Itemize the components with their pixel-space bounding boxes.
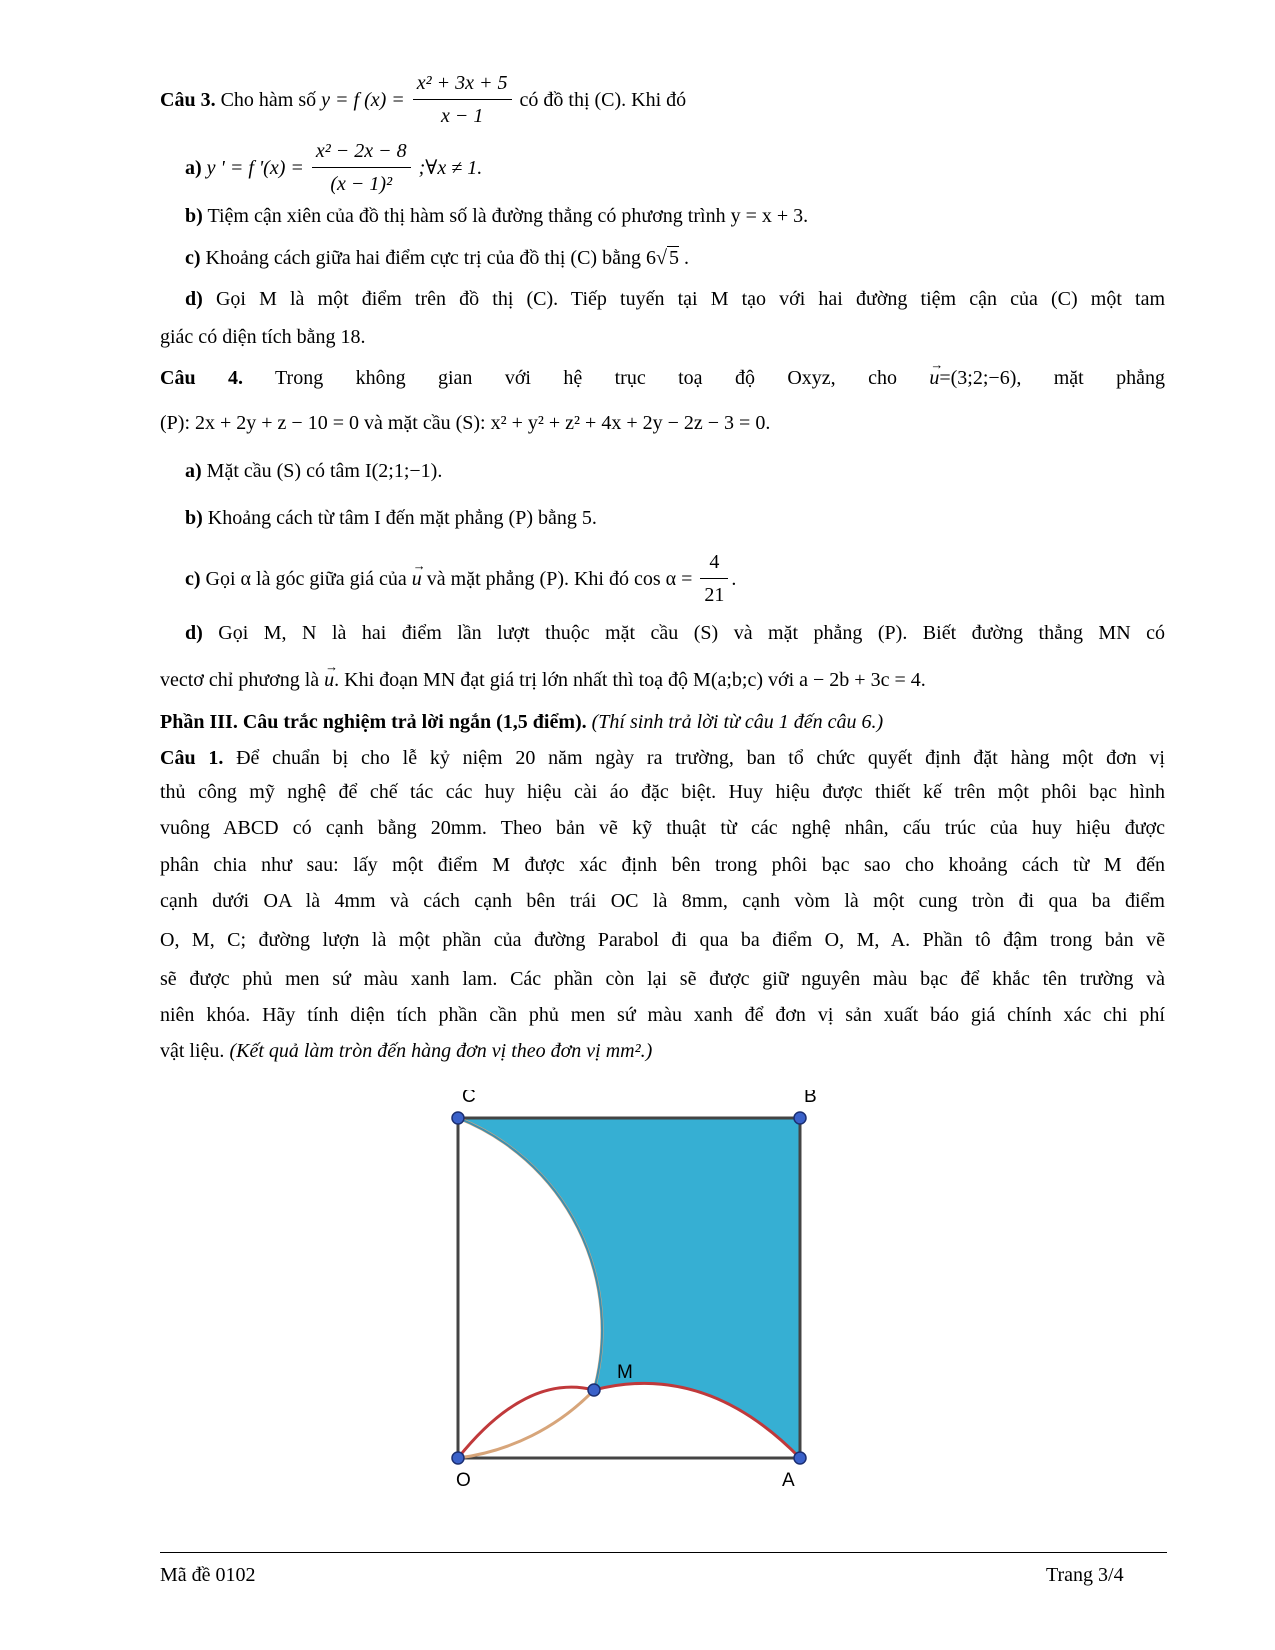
q3-d-line2: giác có diện tích bằng 18. [160, 326, 366, 348]
footer-exam-code: Mã đề 0102 [160, 1564, 256, 1586]
q1-line9: vật liệu. (Kết quả làm tròn đến hàng đơn vị theo đơn vị mm².) [160, 1040, 653, 1062]
footer-divider [160, 1552, 1167, 1553]
q1-line5: cạnh dưới OA là 4mm và cách cạnh bên trái OC là 8mm, cạnh vòm là một cung tròn đi qua ba điểm [160, 890, 1165, 912]
q3-intro: Câu 3. Cho hàm số y = f (x) = $\frac{\text{x² + 3x + 5}}{x - 1}$ có đồ thị (C). Khi đó [160, 72, 687, 127]
q1-line8: niên khóa. Hãy tính diện tích phần cần phủ men sứ màu xanh để đơn vị sản xuất báo giá chính xác chi phí [160, 1004, 1165, 1026]
label-c: C [462, 1090, 476, 1107]
q4-d-line2: vectơ chỉ phương là → u. Khi đoạn MN đạt giá trị lớn nhất thì toạ độ M(a;b;c) với a − 2b + 3c = 4. [160, 667, 926, 693]
q3-a: a) y ' = f '(x) = $\frac{\text{x² − 2x − 8}}{\text{(x − 1)²}}$ ;∀x ≠ 1. [185, 140, 483, 195]
label-b: B [804, 1090, 817, 1107]
q4-a: a) Mặt cầu (S) có tâm I(2;1;−1). [185, 460, 443, 482]
q1-line6: O, M, C; đường lượn là một phần của đường Parabol đi qua ba điểm O, M, A. Phần tô đậm trong bản vẽ [160, 929, 1165, 951]
q4-d-line1: d) Gọi M, N là hai điểm lần lượt thuộc mặt cầu (S) và mặt phẳng (P). Biết đường thẳng MN có [185, 622, 1166, 644]
q4-c: c) Gọi α là góc giữa giá của → u và mặt phẳng (P). Khi đó cos α = $\frac{4}{21}$ . [185, 551, 736, 610]
q3-d-line1: d) Gọi M là một điểm trên đồ thị (C). Tiếp tuyến tại M tạo với hai đường tiệm cận của (C) một tam [185, 288, 1166, 310]
part3-heading: Phần III. Câu trắc nghiệm trả lời ngắn (1,5 điểm). (Thí sinh trả lời từ câu 1 đến câu 6.) [160, 711, 884, 733]
q3-label: Câu 3. [160, 89, 216, 112]
q4-c-fraction: $\frac{4}{21}$ [700, 549, 728, 608]
label-m: M [617, 1362, 633, 1383]
q3-b: b) Tiệm cận xiên của đồ thị hàm số là đường thẳng có phương trình y = x + 3. [185, 205, 809, 227]
q3-fraction: $\frac{\text{x² + 3x + 5}}{x - 1}$ [413, 70, 512, 129]
point-o [452, 1452, 464, 1464]
point-b [794, 1112, 806, 1124]
q1-line2: thủ công mỹ nghệ để chế tác các huy hiệu cài áo đặc biệt. Huy hiệu được thiết kế trên một phôi bạc hình [160, 781, 1165, 803]
q4-label: Câu 4. [160, 367, 243, 389]
point-c [452, 1112, 464, 1124]
q1-line3: vuông ABCD có cạnh bằng 20mm. Theo bản vẽ kỹ thuật từ các nghệ nhân, cấu trúc của huy hiệu được [160, 817, 1165, 839]
point-a [794, 1452, 806, 1464]
q1-label: Câu 1. [160, 747, 224, 769]
q4-intro-line2: (P): 2x + 2y + z − 10 = 0 và mặt cầu (S): x² + y² + z² + 4x + 2y − 2z − 3 = 0. [160, 412, 771, 434]
q1-line1: Câu 1. Để chuẩn bị cho lễ kỷ niệm 20 năm ngày ra trường, ban tổ chức quyết định đặt hàng một đơn vị [160, 747, 1165, 769]
label-o: O [456, 1470, 471, 1491]
q1-line7: sẽ được phủ men sứ màu xanh lam. Các phần còn lại sẽ được giữ nguyên màu bạc để khắc tên trường và [160, 968, 1165, 990]
footer-page-number: Trang 3/4 [1046, 1564, 1124, 1586]
q4-b: b) Khoảng cách từ tâm I đến mặt phẳng (P) bằng 5. [185, 507, 597, 529]
q3-a-fraction: $\frac{\text{x² − 2x − 8}}{\text{(x − 1)²}}$ [312, 138, 411, 197]
q4-intro-line1: Câu 4. Trong không gian với hệ trục toạ độ Oxyz, cho → u=(3;2;−6), mặt phẳng [160, 365, 1165, 391]
q1-line4: phân chia như sau: lấy một điểm M được xác định bên trong phôi bạc sao cho khoảng cách từ M đến [160, 854, 1165, 876]
point-m [588, 1384, 600, 1396]
label-a: A [782, 1470, 795, 1491]
q3-c: c) Khoảng cách giữa hai điểm cực trị của đồ thị (C) bằng 6√ 5 . [185, 247, 689, 269]
badge-figure [420, 1090, 860, 1500]
